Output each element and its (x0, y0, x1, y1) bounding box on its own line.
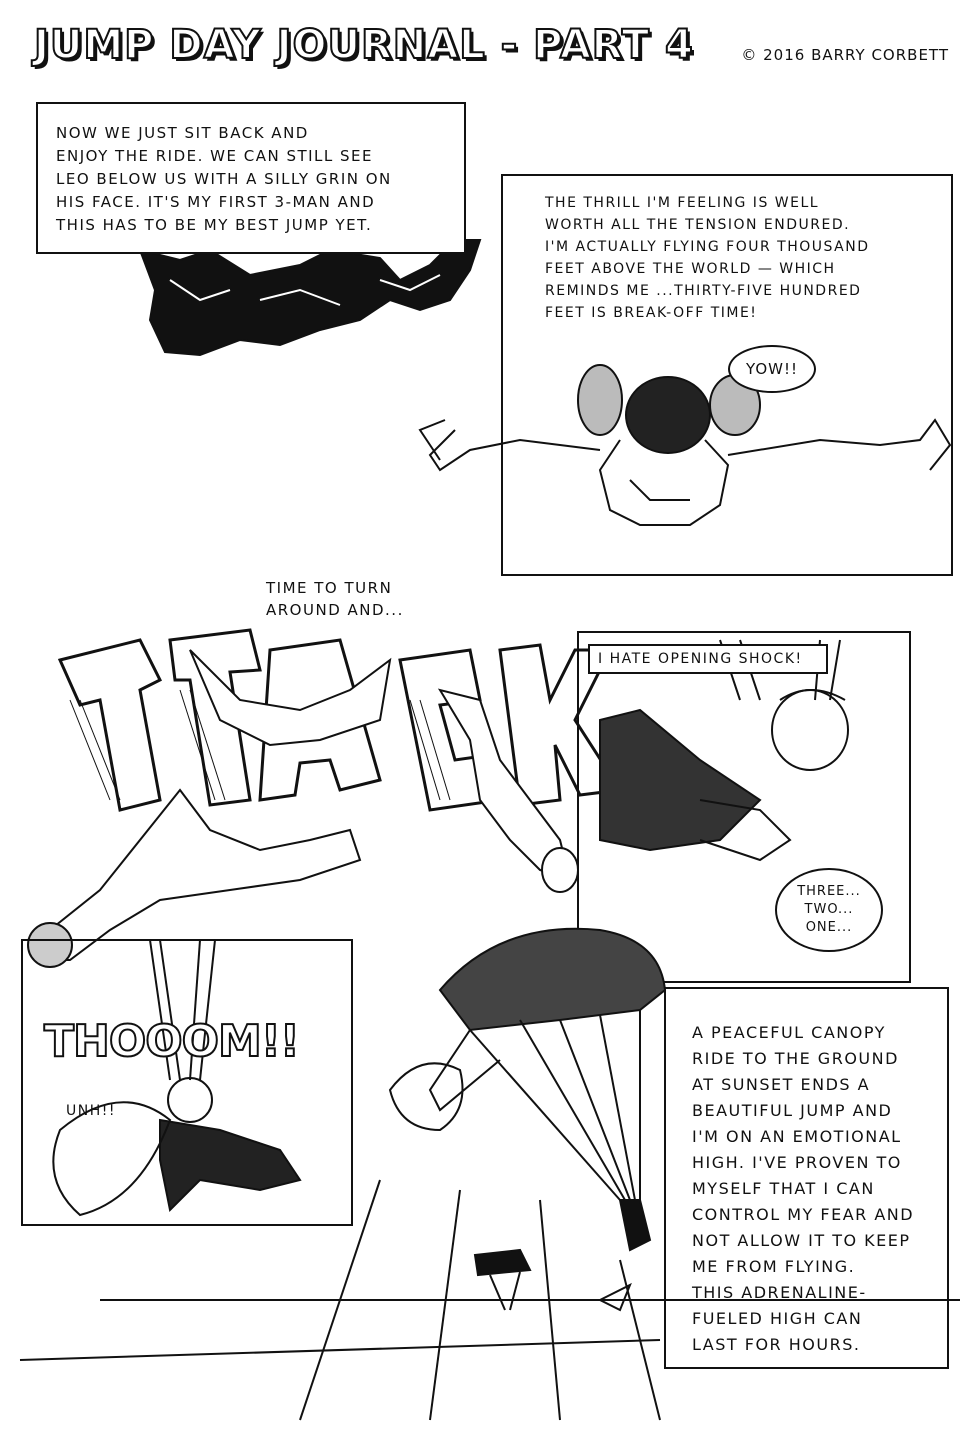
skydiver-top-view (420, 365, 950, 525)
panel-3-caption: TIME TO TURN AROUND AND... (266, 579, 404, 619)
yow-speech-bubble: YOW!! (728, 345, 816, 393)
panel-4-caption: I HATE OPENING SHOCK! (598, 651, 803, 667)
formation-silhouette (140, 240, 480, 355)
thoom-sound-effect: THOOOM!! (44, 1016, 299, 1067)
panel-2-caption: THE THRILL I'M FEELING IS WELL WORTH ALL THE TENSION ENDURED. I'M ACTUALLY FLYING FOUR THOUSAND FEET ABOVE THE WORLD — WHICH REMINDS ME ...THIRTY-FIVE HUNDRED FEET IS BREAK-OFF TIME! (545, 195, 870, 321)
panel-6-caption: A PEACEFUL CANOPY RIDE TO THE GROUND AT SUNSET ENDS A BEAUTIFUL JUMP AND I'M ON AN EMOTIONAL HIGH. I'VE PROVEN TO MYSELF THAT I CAN CONTROL MY FEAR AND NOT ALLOW IT TO KEEP ME FROM FLYING. THIS ADRENALINE- FUELED HIGH CAN LAST FOR HOURS. (692, 1023, 915, 1354)
copyright-notice: © 2016 BARRY CORBETT (741, 46, 949, 64)
thoom-diver (53, 940, 300, 1215)
page-title: JUMP DAY JOURNAL - PART 4 (34, 22, 694, 68)
panel-1-caption: NOW WE JUST SIT BACK AND ENJOY THE RIDE. WE CAN STILL SEE LEO BELOW US WITH A SILLY GRIN ON HIS FACE. IT'S MY FIRST 3-MAN AND THIS HAS TO BE MY BEST JUMP YET. (56, 124, 392, 234)
unh-grunt: UNH!! (66, 1103, 116, 1119)
countdown-thought-bubble: THREE... TWO... ONE... (775, 868, 883, 952)
